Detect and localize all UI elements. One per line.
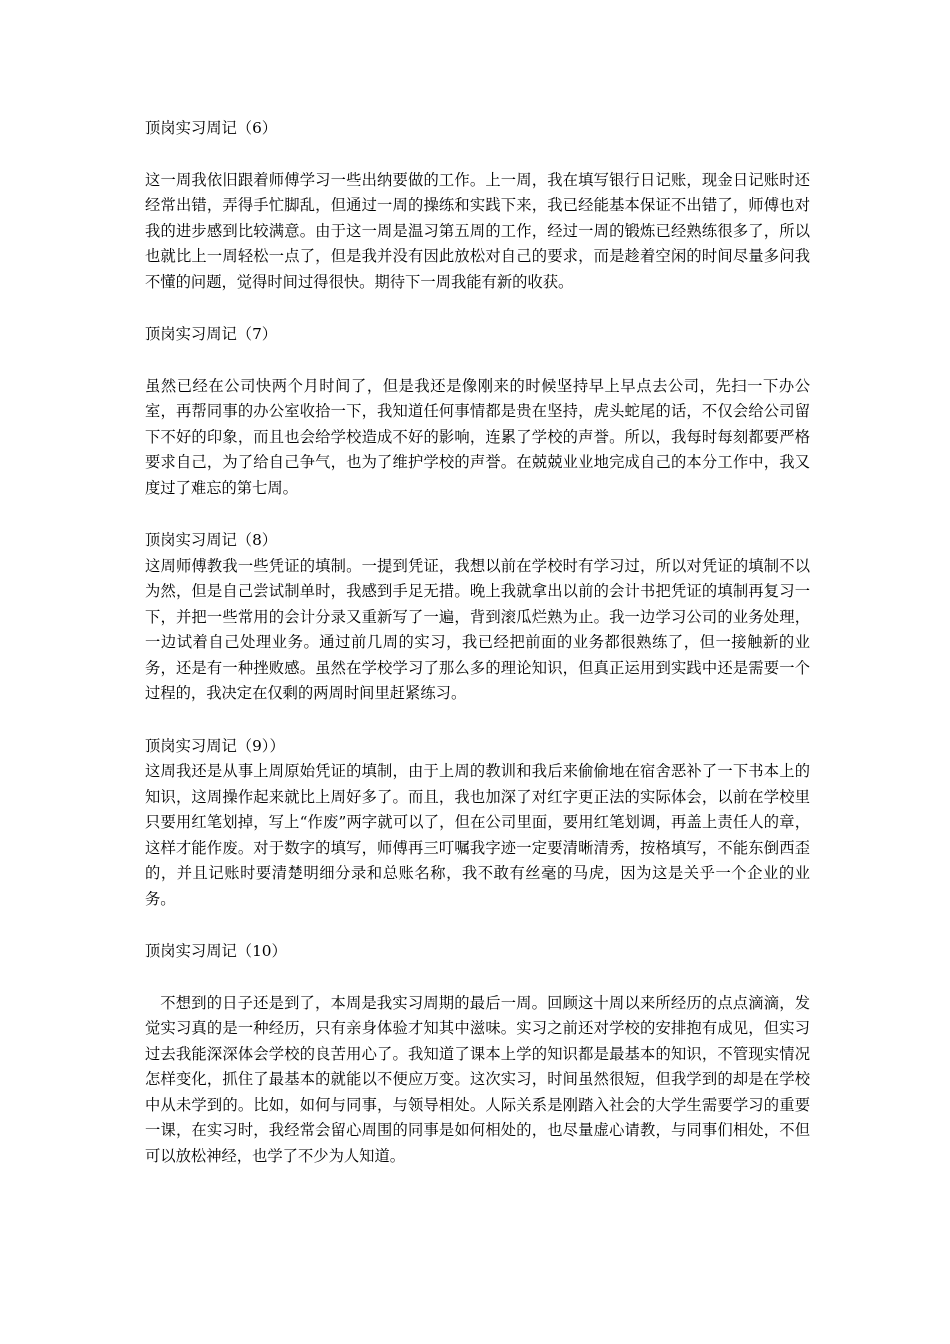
section-7-heading: 顶岗实习周记（7） <box>145 325 278 343</box>
section-9-body: 这周我还是从事上周原始凭证的填制，由于上周的教训和我后来偷偷地在宿舍恶补了一下书本上的知识，这周操作起来就比上周好多了。而且，我也加深了对红字更正法的实际体会，以前在学校里只要用红笔划掉，写上“作废”两字就可以了，但在公司里面，要用红笔划调，再盖上责任人的章，这样才能作废。对于数字的填写，师傅再三叮嘱我字迹一定要清晰清秀，按格填写，不能东倒西歪的，并且记账时要清楚明细分录和总账名称，我不敢有丝毫的马虎，因为这是关乎一个企业的业务。 <box>145 762 810 908</box>
section-8-heading: 顶岗实习周记（8） <box>145 531 278 549</box>
section-10-heading: 顶岗实习周记（10） <box>145 942 287 960</box>
section-6-heading: 顶岗实习周记（6） <box>145 119 278 137</box>
section-7-body: 虽然已经在公司快两个月时间了，但是我还是像刚来的时候坚持早上早点去公司，先扫一下办公室，再帮同事的办公室收拾一下，我知道任何事情都是贵在坚持，虎头蛇尾的话，不仅会给公司留下不好的印象，而且也会给学校造成不好的影响，连累了学校的声誉。所以，我每时每刻都要严格要求自己，为了给自己争气，也为了维护学校的声誉。在兢兢业业地完成自己的本分工作中，我又度过了难忘的第七周。 <box>145 376 810 497</box>
section-6-body: 这一周我依旧跟着师傅学习一些出纳要做的工作。上一周，我在填写银行日记账，现金日记账时还经常出错，弄得手忙脚乱，但通过一周的操练和实践下来，我已经能基本保证不出错了，师傅也对我的进步感到比较满意。由于这一周是温习第五周的工作，经过一周的锻炼已经熟练很多了，所以也就比上一周轻松一点了，但是我并没有因此放松对自己的要求，而是趁着空闲的时间尽量多问我不懂的问题，觉得时间过得很快。期待下一周我能有新的收获。 <box>145 170 810 291</box>
section-8-body: 这周师傅教我一些凭证的填制。一提到凭证，我想以前在学校时有学习过，所以对凭证的填制不以为然，但是自己尝试制单时，我感到手足无措。晚上我就拿出以前的会计书把凭证的填制再复习一下，并把一些常用的会计分录又重新写了一遍，背到滚瓜烂熟为止。我一边学习公司的业务处理，一边试着自己处理业务。通过前几周的实习，我已经把前面的业务都很熟练了，但一接触新的业务，还是有一种挫败感。虽然在学校学习了那么多的理论知识，但真正运用到实践中还是需要一个过程的，我决定在仅剩的两周时间里赶紧练习。 <box>145 556 810 702</box>
document-page <box>145 116 810 1169</box>
section-10-body: 不想到的日子还是到了，本周是我实习周期的最后一周。回顾这十周以来所经历的点点滴滴，发觉实习真的是一种经历，只有亲身体验才知其中滋味。实习之前还对学校的安排抱有成见，但实习过去我能深深体会学校的良苦用心了。我知道了课本上学的知识都是最基本的知识，不管现实情况怎样变化，抓住了最基本的就能以不便应万变。这次实习，时间虽然很短，但我学到的却是在学校中从未学到的。比如，如何与同事，与领导相处。人际关系是刚踏入社会的大学生需要学习的重要一课，在实习时，我经常会留心周围的同事是如何相处的，也尽量虚心请教，与同事们相处，不但可以放松神经，也学了不少为人知道。 <box>145 993 810 1165</box>
section-9-heading: 顶岗实习周记（9）） <box>145 736 285 755</box>
